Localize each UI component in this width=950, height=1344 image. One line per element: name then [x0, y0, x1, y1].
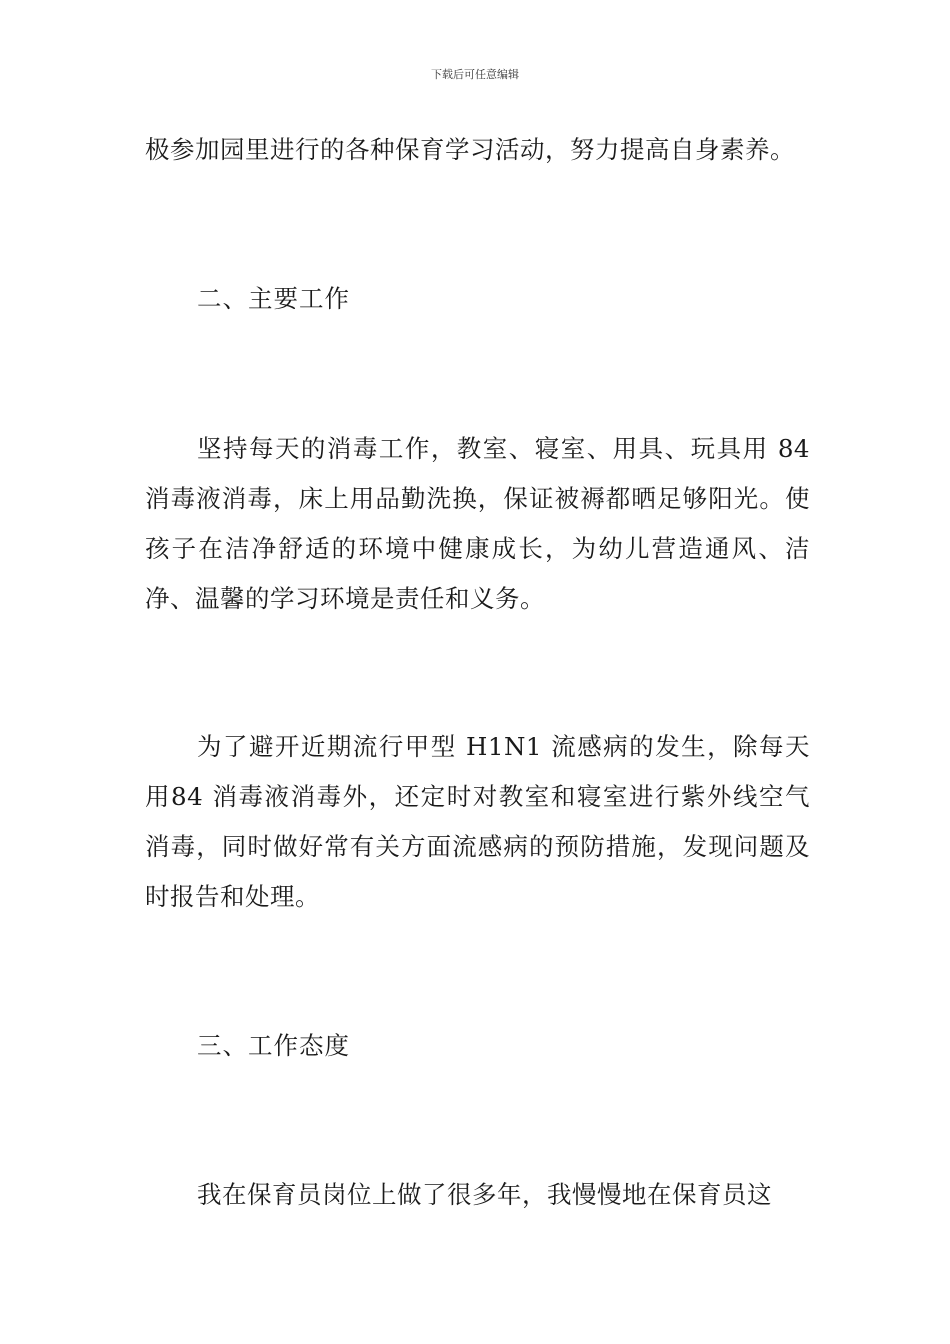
header-note: 下载后可任意编辑: [431, 68, 519, 81]
continuation-paragraph: 极参加园里进行的各种保育学习活动，努力提高自身素养。: [145, 135, 795, 164]
paragraph-disinfection: 坚持每天的消毒工作，教室、寝室、用具、玩具用 84 消毒液消毒，床上用品勤洗换，保证被褥都晒足够阳光。使孩子在洁净舒适的环境中健康成长，为幼儿营造通风、洁净、温馨的学习环境是责任和义务。: [145, 434, 810, 613]
paragraph-flu-prevention: 为了避开近期流行甲型 H1N1 流感病的发生，除每天用84 消毒液消毒外，还定时对教室和寝室进行紫外线空气消毒，同时做好常有关方面流感病的预防措施，发现问题及时报告和处理。: [145, 732, 810, 911]
section-heading-work-attitude: 三、工作态度: [197, 1031, 350, 1060]
section-heading-main-work: 二、主要工作: [197, 284, 350, 313]
paragraph-attitude: 我在保育员岗位上做了很多年，我慢慢地在保育员这: [197, 1180, 772, 1209]
